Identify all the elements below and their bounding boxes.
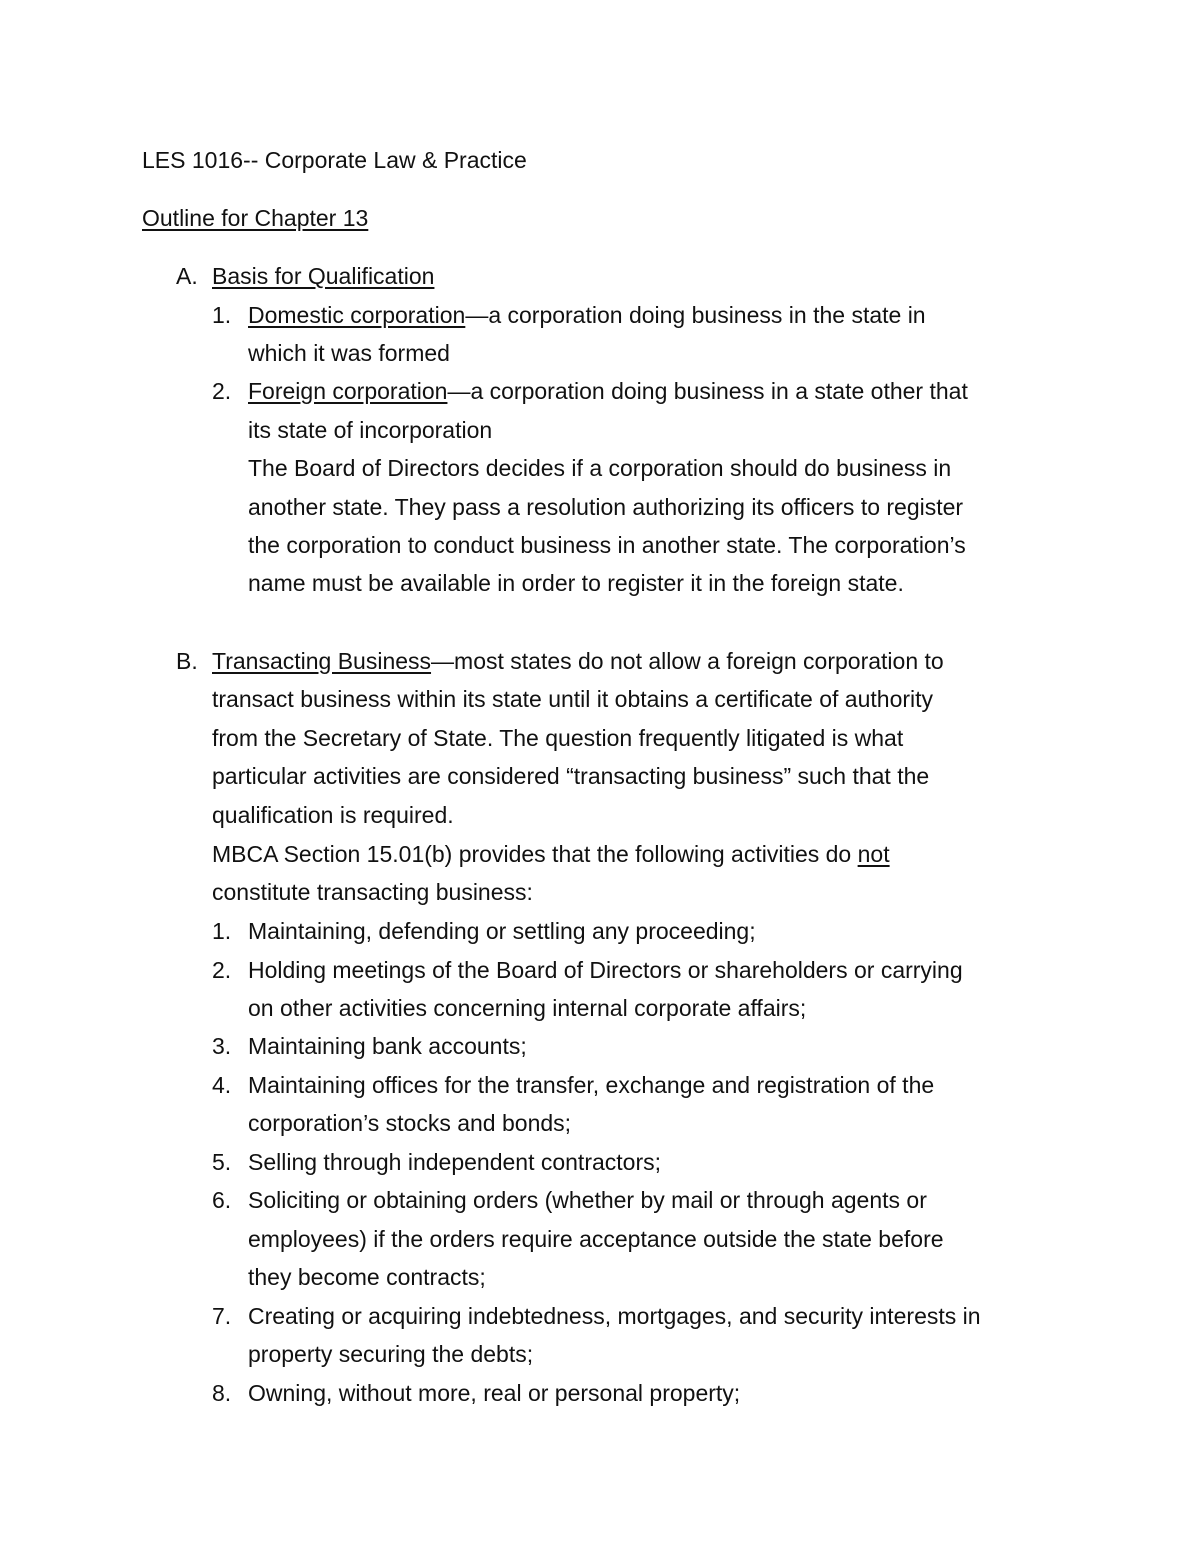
list-text: Creating or acquiring indebtedness, mortgages, and security interests in <box>248 1303 981 1329</box>
list-text: Holding meetings of the Board of Directors or shareholders or carrying <box>248 957 963 983</box>
list-item <box>212 1143 661 1181</box>
paragraph-line: The Board of Directors decides if a corporation should do business in <box>248 455 952 481</box>
list-number: 4. <box>212 1072 232 1098</box>
paragraph-line: transact business within its state until it obtains a certificate of authority <box>212 686 934 712</box>
section-b-text: —most states do not allow a foreign corporation to <box>431 648 944 674</box>
mbca-line <box>212 835 890 873</box>
list-item <box>212 912 756 950</box>
section-b-heading-line <box>176 642 944 680</box>
list-number: 1. <box>212 302 232 328</box>
paragraph-line: qualification is required. <box>212 802 454 828</box>
list-text-cont: they become contracts; <box>248 1264 486 1290</box>
list-item <box>212 1027 527 1065</box>
item-text-cont: which it was formed <box>248 340 450 366</box>
list-text: Maintaining offices for the transfer, exchange and registration of the <box>248 1072 935 1098</box>
section-a-label: A. <box>176 263 198 289</box>
list-text-cont: corporation’s stocks and bonds; <box>248 1110 572 1136</box>
list-text-cont: property securing the debts; <box>248 1341 534 1367</box>
item-term: Foreign corporation <box>248 378 448 404</box>
paragraph-line: name must be available in order to register it in the foreign state. <box>248 570 904 596</box>
paragraph-line: particular activities are considered “transacting business” such that the <box>212 763 930 789</box>
item-term: Domestic corporation <box>248 302 466 328</box>
section-a-heading: Basis for Qualification <box>212 263 435 289</box>
list-number: 8. <box>212 1380 232 1406</box>
paragraph-line: the corporation to conduct business in another state. The corporation’s <box>248 532 966 558</box>
item-text-cont: its state of incorporation <box>248 417 493 443</box>
section-b-label: B. <box>176 648 198 674</box>
mbca-emphasis: not <box>857 841 890 867</box>
section-a-item-1 <box>212 296 926 334</box>
list-number: 5. <box>212 1149 232 1175</box>
list-number: 1. <box>212 918 232 944</box>
list-item <box>212 1181 927 1219</box>
list-item <box>212 1297 981 1335</box>
list-item <box>212 951 963 989</box>
list-text: Maintaining, defending or settling any proceeding; <box>248 918 756 944</box>
list-item <box>212 1374 740 1412</box>
paragraph-line: from the Secretary of State. The question frequently litigated is what <box>212 725 904 751</box>
list-number: 7. <box>212 1303 232 1329</box>
outline-title: Outline for Chapter 13 <box>142 205 369 231</box>
mbca-line-cont: constitute transacting business: <box>212 879 533 905</box>
item-text: —a corporation doing business in the state in <box>465 302 926 328</box>
list-item <box>212 1066 934 1104</box>
list-number: 6. <box>212 1187 232 1213</box>
list-text: Selling through independent contractors; <box>248 1149 662 1175</box>
section-a-heading-line <box>176 257 434 295</box>
list-number: 3. <box>212 1033 232 1059</box>
section-b-heading: Transacting Business <box>212 648 432 674</box>
list-number: 2. <box>212 957 232 983</box>
section-a-item-2 <box>212 372 968 410</box>
list-number: 2. <box>212 378 232 404</box>
list-text-cont: employees) if the orders require acceptance outside the state before <box>248 1226 944 1252</box>
paragraph-line: another state. They pass a resolution authorizing its officers to register <box>248 494 964 520</box>
course-title: LES 1016-- Corporate Law & Practice <box>142 147 527 173</box>
mbca-text: MBCA Section 15.01(b) provides that the following activities do <box>212 841 858 867</box>
list-text-cont: on other activities concerning internal corporate affairs; <box>248 995 807 1021</box>
list-text: Soliciting or obtaining orders (whether by mail or through agents or <box>248 1187 927 1213</box>
list-text: Owning, without more, real or personal property; <box>248 1380 741 1406</box>
item-text: —a corporation doing business in a state other that <box>447 378 968 404</box>
list-text: Maintaining bank accounts; <box>248 1033 527 1059</box>
